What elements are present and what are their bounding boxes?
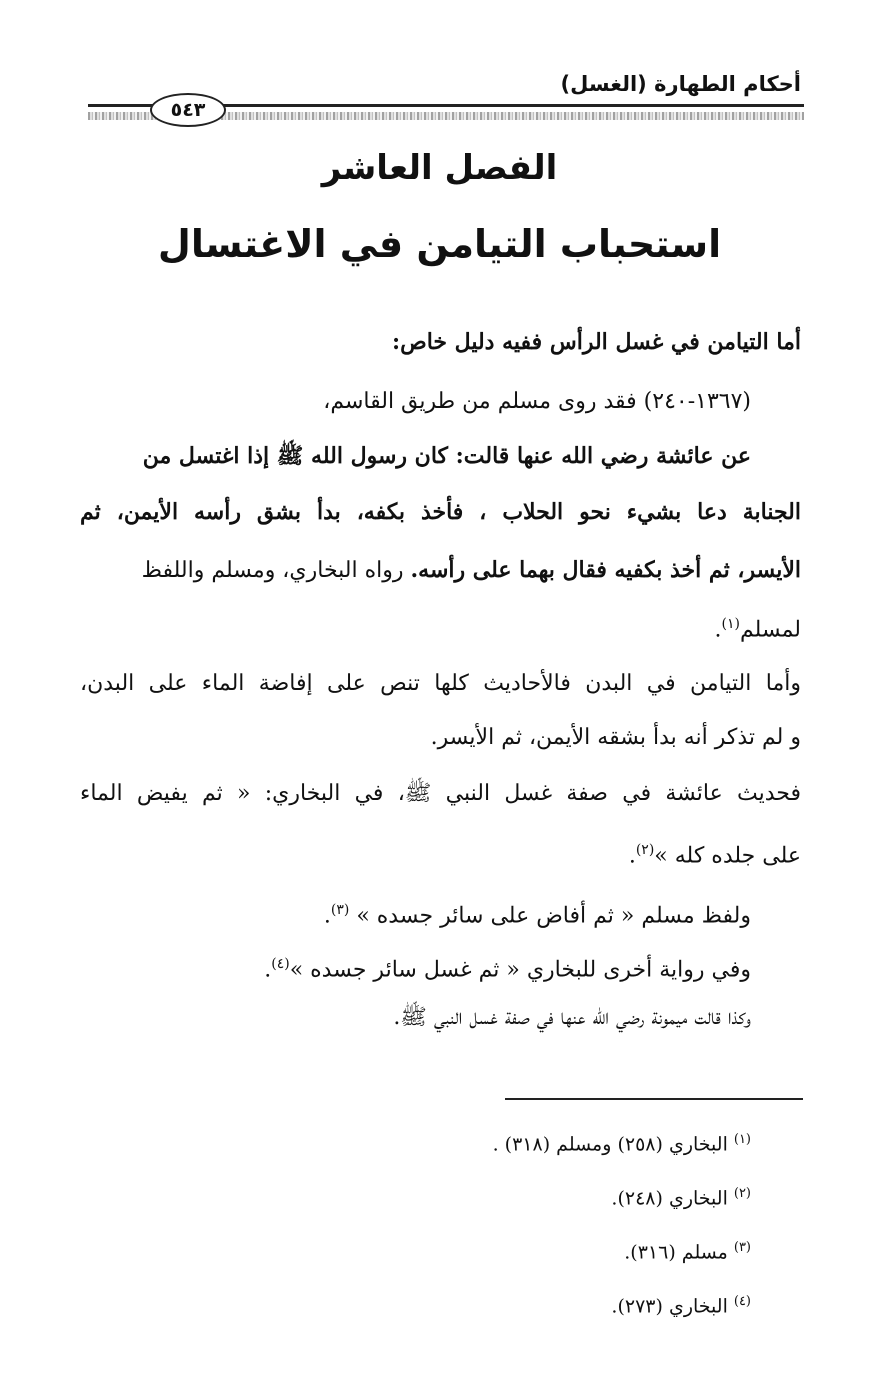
hadith-line-3 [142,554,801,587]
punctuation: . [628,843,636,869]
paragraph-aisha-line-1: فحديث عائشة في صفة غسل النبي ﷺ، في البخاري: « ثم يفيض الماء [80,781,801,806]
footnote-text: البخاري (٢٧٣). [611,1295,728,1318]
footnote-ref-4[interactable]: (٤) [271,956,290,972]
paragraph-intro: أما التيامن في غسل الرأس ففيه دليل خاص: [391,329,801,355]
footnote-ref-3[interactable]: (٣) [330,902,350,918]
hadith-attribution: رواه البخاري، ومسلم واللفظ [141,558,411,583]
footnote-text: مسلم (٣١٦). [624,1241,728,1264]
footnote-ref-1[interactable]: (١) [721,616,741,632]
chapter-title: الفصل العاشر [321,148,558,188]
paragraph-body-line-2: و لم تذكر أنه بدأ بشقه الأيمن، ثم الأيسر. [430,725,801,750]
paragraph-maymuna: وكذا قالت ميمونة رضي الله عنها في صفة غسل النبي ﷺ. [393,1005,751,1030]
footnote-mark: (٤) [733,1294,751,1309]
muslim-quote: ولفظ مسلم « ثم أفاض على سائر جسده » [349,903,751,929]
paragraph-body-line-1: وأما التيامن في البدن فالأحاديث كلها تنص على إفاضة الماء على البدن، [80,671,801,696]
footnote-text: البخاري (٢٤٨). [611,1187,728,1210]
footnote-separator [505,1098,803,1100]
footnote-4 [611,1288,751,1320]
footnote-ref-2[interactable]: (٢) [635,842,655,858]
footnote-mark: (١) [733,1132,751,1147]
footnote-mark: (٢) [733,1186,751,1201]
footnote-2 [611,1180,751,1212]
footnote-mark: (٣) [733,1240,751,1255]
paragraph-isnad: (١٣٦٧-٢٤٠) فقد روى مسلم من طريق القاسم، [323,389,751,414]
hadith-source: لمسلم [740,617,801,643]
hadith-line-1: عن عائشة رضي الله عنها قالت: كان رسول الله ﷺ إذا اغتسل من [142,443,751,469]
punctuation: . [714,617,722,643]
hadith-text-end: الأيسر، ثم أخذ بكفيه فقال بهما على رأسه. [410,557,801,583]
paragraph-muslim [324,894,751,932]
paragraph-bukhari [264,948,751,986]
running-title: أحكام الطهارة (الغسل) [560,72,801,96]
bukhari-quote: وفي رواية أخرى للبخاري « ثم غسل سائر جسده » [289,957,751,983]
footnote-1 [493,1126,751,1158]
chapter-subtitle: استحباب التيامن في الاغتسال [157,222,722,266]
footnote-text: البخاري (٢٥٨) ومسلم (٣١٨) . [492,1133,728,1156]
hadith-line-2: الجنابة دعا بشيء نحو الحلاب ، فأخذ بكفه، بدأ بشق رأسه الأيمن، ثم [80,499,801,525]
punctuation: . [264,957,272,983]
paragraph-aisha-line-2 [629,834,801,872]
footnote-3 [624,1234,751,1266]
aisha-quote-end: على جلده كله » [654,843,801,869]
punctuation: . [323,903,331,929]
hadith-line-4 [715,608,801,646]
page-number: ٥٤٣ [150,93,226,127]
